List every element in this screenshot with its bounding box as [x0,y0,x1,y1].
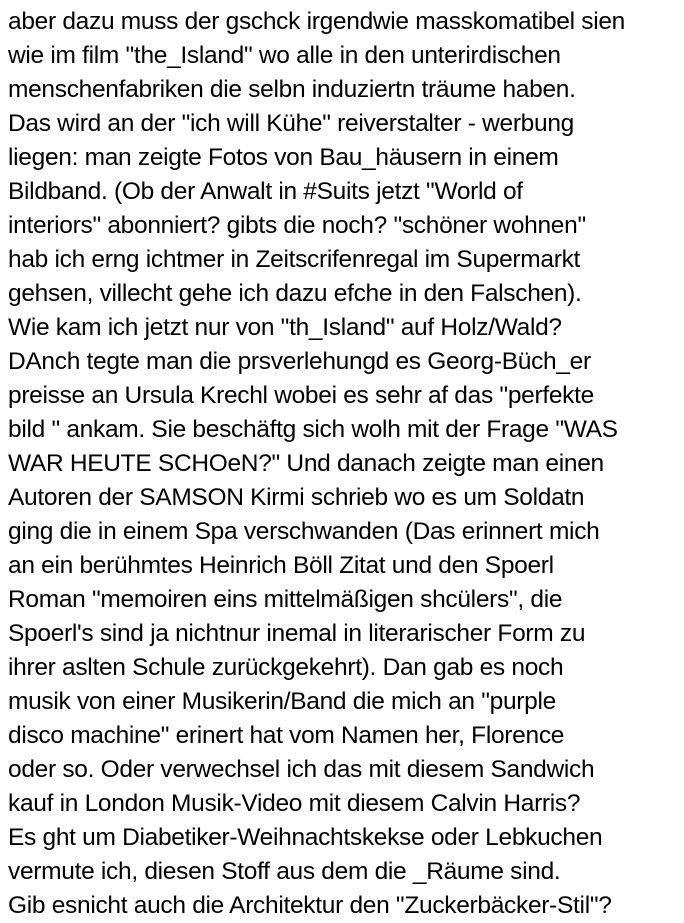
text-line: kauf in London Musik-Video mit diesem Calvin Harris? [8,790,581,817]
text-line: interiors" abonniert? gibts die noch? "schöner wohnen" [8,212,586,239]
text-line: WAR HEUTE SCHOeN?" Und danach zeigte man einen [8,450,604,477]
text-line: musik von einer Musikerin/Band die mich an "purple [8,688,556,715]
text-line: an ein berühmtes Heinrich Böll Zitat und den Spoerl [8,552,554,579]
text-line: menschenfabriken die selbn induziertn träume haben. [8,76,576,103]
text-line: liegen: man zeigte Fotos von Bau_häusern in einem [8,144,559,171]
text-line: vermute ich, diesen Stoff aus dem die _Räume sind. [8,858,561,885]
text-line: wie im film "the_Island" wo alle in den unterirdischen [8,42,561,69]
text-line: Autoren der SAMSON Kirmi schrieb wo es um Soldatn [8,484,585,511]
text-line: ging die in einem Spa verschwanden (Das erinnert mich [8,518,600,545]
text-line: Spoerl's sind ja nichtnur inemal in literarischer Form zu [8,620,586,647]
text-line: bild " ankam. Sie beschäftg sich wolh mit der Frage "WAS [8,416,618,443]
text-line: ihrer aslten Schule zurückgekehrt). Dan gab es noch [8,654,564,681]
text-line: gehsen, villecht gehe ich dazu efche in den Falschen). [8,280,582,307]
text-line: aber dazu muss der gschck irgendwie masskomatibel sien [8,8,626,35]
text-line: Gib esnicht auch die Architektur den "Zuckerbäcker-Stil"? [8,892,612,919]
text-line: DAnch tegte man die prsverlehungd es Georg-Büch_er [8,348,591,375]
text-line: oder so. Oder verwechsel ich das mit diesem Sandwich [8,756,595,783]
text-line: hab ich erng ichtmer in Zeitscrifenregal im Supermarkt [8,246,581,273]
text-line: Das wird an der "ich will Kühe" reiverstalter - werbung [8,110,574,137]
text-line: Roman "memoiren eins mittelmäßigen shcülers", die [8,586,563,613]
text-line: disco machine" erinert hat vom Namen her, Florence [8,722,565,749]
text-line: Es ght um Diabetiker-Weihnachtskekse oder Lebkuchen [8,824,603,851]
text-line: preisse an Ursula Krechl wobei es sehr af das "perfekte [8,382,594,409]
text-line: Bildband. (Ob der Anwalt in #Suits jetzt "World of [8,178,523,205]
text-line: Wie kam ich jetzt nur von "th_Island" auf Holz/Wald? [8,314,562,341]
